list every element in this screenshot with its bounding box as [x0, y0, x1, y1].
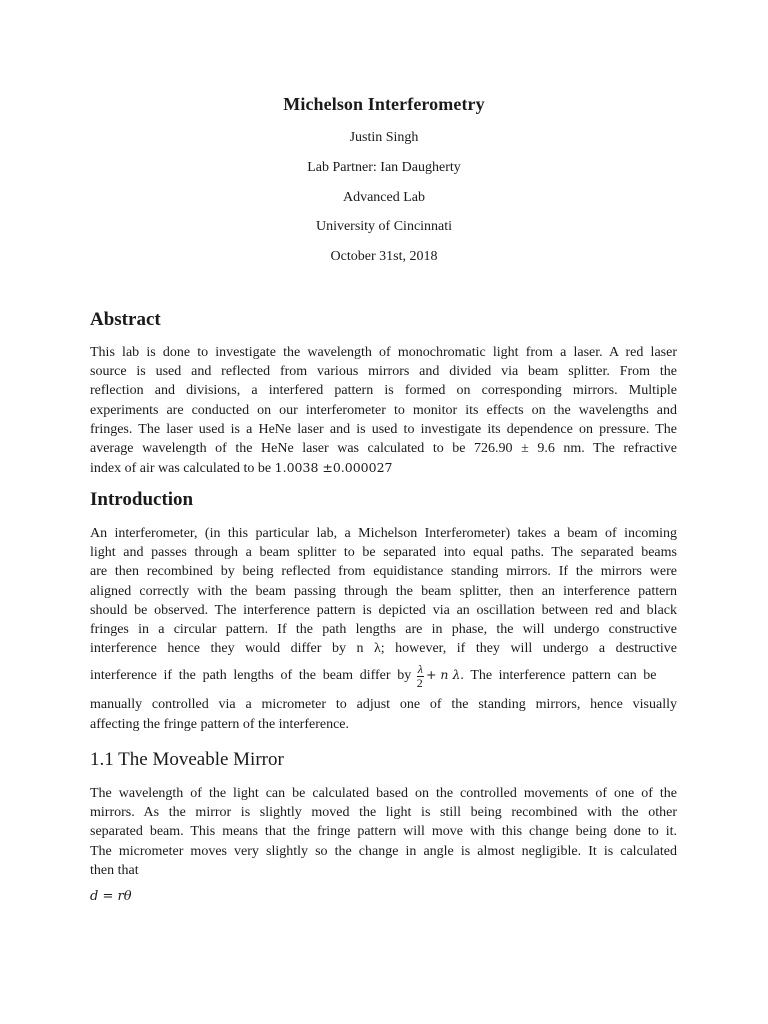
abstract-line: reflection and divisions, a interfered pattern is formed on corresponding mirrors. Multiple [90, 383, 677, 399]
abstract-line: average wavelength of the HeNe laser was calculated to be 726.90 ± 9.6 nm. The refractive [90, 441, 677, 457]
abstract-line [90, 458, 677, 478]
introduction-line: should be observed. The interference pattern is depicted via an oscillation between red and black [90, 602, 677, 618]
introduction-heading: Introduction [90, 489, 194, 510]
document-title: Michelson Interferometry [283, 94, 485, 114]
introduction-fraction-prefix: interference if the path lengths of the beam differ by [90, 668, 412, 684]
abstract-line: source is used and reflected from various mirrors and divided via beam splitter. From the [90, 364, 677, 380]
abstract-paragraph [90, 343, 677, 478]
introduction-line: interference hence they would differ by n λ; however, if they will undergo a destructive [90, 641, 677, 657]
document-date: October 31st, 2018 [330, 249, 438, 264]
abstract-line: fringes. The laser used is a HeNe laser and is used to investigate its dependence on pressure. The [90, 421, 677, 437]
section-1-1-line: mirrors. As the mirror is slightly moved the light is still being recombined with the other [90, 805, 677, 821]
refractive-index-value: 1.0038 ±0.000027 [274, 460, 393, 476]
distance-equation: d = rθ [90, 889, 132, 904]
section-1-1-line: then that [90, 862, 139, 878]
course-name: Advanced Lab [342, 190, 426, 205]
lab-partner: Lab Partner: Ian Daugherty [307, 160, 461, 175]
section-1-1-line: The micrometer moves very slightly so the change in angle is almost negligible. It is calculated [90, 843, 677, 859]
abstract-heading: Abstract [90, 309, 161, 330]
introduction-line: fringes in a circular pattern. If the path lengths are in phase, the will undergo constructive [90, 622, 677, 638]
introduction-line: manually controlled via a micrometer to adjust one of the standing mirrors, hence visually [90, 697, 677, 713]
section-1-1-line: The wavelength of the light can be calculated based on the controlled movements of one of the [90, 786, 677, 801]
abstract-last-text: index of air was calculated to be [90, 461, 275, 477]
section-1-1-heading: 1.1 The Moveable Mirror [90, 749, 284, 770]
section-1-1-paragraph [90, 784, 677, 880]
introduction-line: are then recombined by being reflected from equidistance standing mirrors. If the mirrors were [90, 564, 677, 580]
introduction-line: light and passes through a beam splitter to be separated into equal paths. The separated beams [90, 545, 677, 561]
author-name: Justin Singh [349, 130, 419, 145]
fraction-denominator: 2 [416, 675, 423, 690]
abstract-line: experiments are conducted on our interferometer to monitor its effects on the wavelengths and [90, 402, 677, 418]
lambda-over-two-fraction [417, 663, 424, 690]
introduction-fraction-line [90, 658, 677, 693]
section-1-1-line: separated beam. This means that the fringe pattern will move with this change being done to it. [90, 824, 677, 840]
introduction-line: affecting the fringe pattern of the interference. [90, 716, 349, 732]
introduction-fraction-suffix: . The interference pattern can be [460, 668, 657, 684]
university-name: University of Cincinnati [315, 219, 453, 234]
introduction-line: An interferometer, (in this particular lab, a Michelson Interferometer) takes a beam of incoming [90, 526, 677, 541]
fraction-numerator: λ [417, 661, 423, 676]
introduction-line: aligned correctly with the beam passing through the beam splitter, then an interference pattern [90, 583, 677, 599]
introduction-paragraph [90, 524, 677, 734]
fraction-tail: + n λ [425, 667, 461, 683]
abstract-line: This lab is done to investigate the wavelength of monochromatic light from a laser. A red laser [90, 345, 677, 360]
